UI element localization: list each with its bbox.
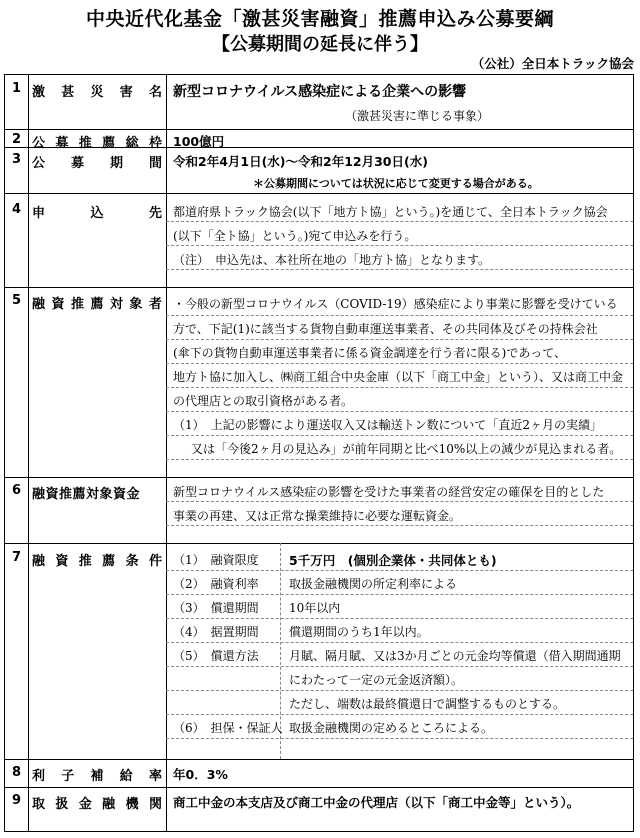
row-number: 6 xyxy=(11,483,22,498)
text-line: ・今般の新型コロナウイルス（COVID-19）感染症により事業に影響を受けている xyxy=(173,297,618,311)
text-line: 又は「今後2ヶ月の見込み」が前年同期と比べ10%以上の減少が見込まれる者。 xyxy=(191,442,622,456)
condition-value: 償還期間のうち1年以内。 xyxy=(289,625,429,639)
total-amount: 100億円 xyxy=(173,134,225,149)
row-number: 2 xyxy=(11,132,22,147)
guideline-table xyxy=(4,74,634,832)
text-line: （注） 申込先は、本社所在地の「地方ト協」となります。 xyxy=(173,253,491,267)
row-number: 9 xyxy=(11,793,22,808)
text-line: 方で、下記(1)に該当する貨物自動車運送事業者、その共同体及びその持株会社 xyxy=(173,322,598,336)
row-label: 公 募 期 間 xyxy=(32,156,162,171)
row-label: 融 資 推 薦 対 象 者 xyxy=(32,297,162,312)
row-label: 激 甚 災 害 名 xyxy=(32,85,162,100)
text-line: (傘下の貨物自動車運送事業者に係る資金調達を行う者に限る)であって、 xyxy=(173,346,567,360)
condition-value: ただし、端数は最終償還日で調整するものとする。 xyxy=(289,697,566,711)
condition-value: 取扱金融機関の所定利率による xyxy=(289,577,458,591)
condition-key: （6） 担保・保証人 xyxy=(173,721,283,735)
row-number: 3 xyxy=(11,152,22,167)
text-line: 事業の再建、又は正常な操業維持に必要な運転資金。 xyxy=(173,509,462,523)
row-number: 4 xyxy=(11,202,22,217)
row-number: 1 xyxy=(11,81,22,96)
row-number: 5 xyxy=(11,293,22,308)
organization-name: （公社）全日本トラック協会 xyxy=(471,56,634,71)
condition-key: （3） 償還期間 xyxy=(173,601,259,615)
condition-key: （2） 融資利率 xyxy=(173,577,259,591)
text-line: 地方ト協に加入し、㈱商工組合中央金庫（以下「商工中金」という）、又は商工中金 xyxy=(173,370,624,384)
interest-rate: 年0．3% xyxy=(173,767,228,782)
text-line: の代理店との取引資格がある者。 xyxy=(173,394,354,408)
condition-key: （1） 融資限度 xyxy=(173,553,259,567)
condition-value: 取扱金融機関の定めるところによる。 xyxy=(289,721,494,735)
period-note: ＊公募期間については状況に応じて変更する場合がある。 xyxy=(253,177,539,190)
condition-key: （5） 償還方法 xyxy=(173,649,259,663)
row-label: 利 子 補 給 率 xyxy=(32,769,162,784)
condition-value: 5千万円 (個別企業体・共同体とも) xyxy=(289,553,497,568)
text-line: (以下「全ト協」という。)宛て申込みを行う。 xyxy=(173,229,417,243)
row-label: 融 資 推 薦 条 件 xyxy=(32,554,162,569)
condition-value: にわたって一定の元金返済額）。 xyxy=(289,673,464,687)
condition-key: （4） 据置期間 xyxy=(173,625,259,639)
row-label: 公 募 推 薦 総 枠 xyxy=(32,136,162,151)
disaster-note: （激甚災害に準じる事象） xyxy=(345,109,490,123)
text-line: 新型コロナウイルス感染症の影響を受けた事業者の経営安定の確保を目的とした xyxy=(173,485,605,499)
row-label: 取 扱 金 融 機 関 xyxy=(32,797,162,812)
application-period: 令和2年4月1日(水)～令和2年12月30日(水) xyxy=(173,154,428,169)
disaster-name: 新型コロナウイルス感染症による企業への影響 xyxy=(173,84,467,100)
institution-text: 商工中金の本支店及び商工中金の代理店（以下「商工中金等」という）。 xyxy=(173,795,580,810)
page-title: 中央近代化基金「激甚災害融資」推薦申込み公募要綱 xyxy=(85,8,554,30)
text-line: 都道府県トラック協会(以下「地方ト協」という。)を通じて、全日本トラック協会 xyxy=(173,205,608,219)
page-subtitle: 【公募期間の延長に伴う】 xyxy=(212,34,428,55)
row-number: 7 xyxy=(11,550,22,565)
condition-value: 月賦、隔月賦、又は3か月ごとの元金均等償還（借入期間通期 xyxy=(289,649,621,663)
text-line: （1） 上記の影響により運送収入又は輸送トン数について「直近2ヶ月の実績」 xyxy=(173,418,603,432)
condition-value: 10年以内 xyxy=(289,601,341,615)
row-label: 申 込 先 xyxy=(32,206,162,221)
row-label: 融資推薦対象資金 xyxy=(32,487,141,502)
row-number: 8 xyxy=(11,765,22,780)
